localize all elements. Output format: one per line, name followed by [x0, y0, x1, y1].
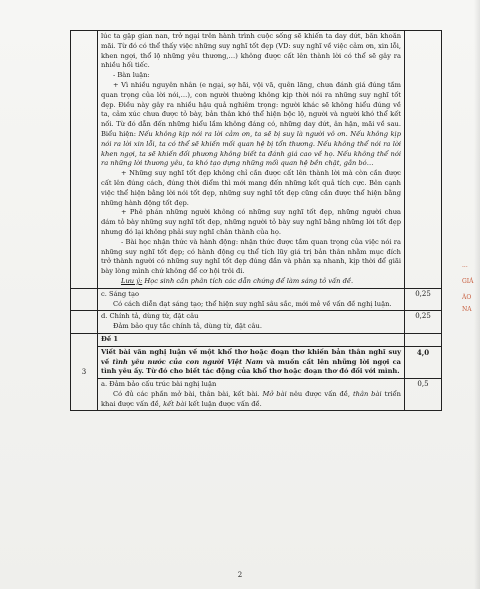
stamp-fragment: ÀO: [462, 294, 472, 301]
paragraph: lúc ta gặp gian nan, trở ngại trên hành trình cuộc sống sẽ khiến ta day dứt, băn khoăn mãi. Từ đó có thể thấy việc những suy nghĩ tốt đẹp (VD: suy nghĩ về việc cảm ơn, xin lỗi, khen ngợi, thổ lộ những yêu thương,…) không được cất lên thành lời có thể sẽ gây ra nhiều hối tiếc.: [101, 32, 401, 70]
table-row: [71, 346, 442, 378]
paragraph: + Vì nhiều nguyên nhân (e ngại, sợ hãi, vội vã, quên lãng, chưa đánh giá đúng tầm quan trọng của lời nói,…), con người thường không kịp thời nói ra những suy nghĩ tốt đẹp. Điều này gây ra nhiều hậu quả nghiêm trọng: người khác sẽ không hiểu đúng về ta, cảm xúc chưa được tỏ bày, bản thân khó thể hiện bộc lộ, người và người khó thể kết nối. Từ đó dẫn đến những hiểu lầm không đáng có, những day dứt, ân hận, mãi về sau. Biểu hiện: Nếu không kịp nói ra lời cảm ơn, ta sẽ bị suy là người vô ơn. Nếu không kịp nói ra lời xin lỗi, ta có thể sẽ khiến mối quan hệ bị tổn thương. Nếu không thể nói ra lời khen ngợi, ta sẽ khiến đối phương không biết ta đánh giá cao về họ. Nếu không thể nói ra những lời thương yêu, ta khó tạo dựng những mối quan hệ bền chặt, gắn bó…: [101, 80, 401, 168]
criterion-heading: d. Chính tả, dùng từ, đặt câu: [101, 312, 199, 321]
sub-heading: - Bàn luận:: [113, 71, 150, 80]
table-row: [71, 333, 442, 346]
criterion-body: Có đủ các phần mở bài, thân bài, kết bài. Mở bài nêu được vấn đề, thân bài triển khai được vấn đề, kết bài kết luận được vấn đề.: [101, 389, 401, 408]
criterion-body: Đảm bảo quy tắc chính tả, dùng từ, đặt câu.: [113, 322, 262, 331]
page-edge-shadow: [474, 0, 480, 589]
stamp-fragment: NA: [462, 306, 472, 313]
paragraph: + Những suy nghĩ tốt đẹp không chỉ cần được cất lên thành lời mà còn cần được cất lên đúng cách, đúng thời điểm thì mới mang đến những kết quả tích cực. Bên cạnh việc thể hiện bằng lời nói tốt đẹp, những suy nghĩ tốt đẹp cũng cần được thể hiện bằng những hành động tốt đẹp.: [101, 169, 401, 207]
essay-prompt: Viết bài văn nghị luận về một khổ thơ hoặc đoạn thơ khiến bản thân nghĩ suy về tình yêu nước của con người Việt Nam và muốn cất lên những lời ngợi ca tình yêu ấy. Từ đó cho biết tác động của khổ thơ hoặc đoạn thơ đó đối với mình.: [101, 347, 401, 376]
page-number: 2: [237, 571, 243, 579]
question-cell: [71, 31, 98, 289]
note: Lưu ý: Học sinh cần phân tích các dẫn chứng để làm sáng tỏ vấn đề.: [121, 276, 354, 285]
topic-heading: Đề 1: [101, 334, 119, 343]
stamp-fragment: ...: [462, 262, 468, 269]
content-cell: [98, 31, 405, 289]
stamp-fragment: GIÁ: [462, 278, 474, 285]
table-row: [71, 288, 442, 311]
score-cell: [405, 31, 442, 289]
table-row: [71, 31, 442, 289]
criterion-heading: a. Đảm bảo cấu trúc bài nghị luận: [101, 380, 217, 389]
scoring-table: [70, 30, 442, 411]
criterion-heading: c. Sáng tạo: [101, 289, 139, 298]
paragraph: + Phê phán những người không có những suy nghĩ tốt đẹp, những người chưa dám tỏ bày những suy nghĩ tốt đẹp, những người tỏ bày suy nghĩ bằng những lời tốt đẹp nhưng đó lại không phải suy nghĩ chân thành của họ.: [101, 208, 401, 236]
score-value: 0,5: [405, 379, 442, 411]
table-row: [71, 379, 442, 411]
score-value: 4,0: [405, 346, 442, 378]
paragraph: - Bài học nhận thức và hành động: nhận thức được tầm quan trọng của việc nói ra những suy nghĩ tốt đẹp; có hành động cụ thể tích lũy giá trị bản thân nhằm mục đích trở thành người có những suy nghĩ tốt đẹp đúng đắn và phản xạ nhanh, kịp thời để giãi bày lòng mình chứ không để cơ hội trôi đi.: [101, 237, 401, 276]
criterion-body: Có cách diễn đạt sáng tạo; thể hiện suy nghĩ sâu sắc, mới mẻ về vấn đề nghị luận.: [113, 299, 392, 308]
question-number: 3: [71, 333, 98, 411]
score-value: 0,25: [405, 288, 442, 311]
table-row: [71, 311, 442, 334]
score-value: 0,25: [405, 311, 442, 334]
